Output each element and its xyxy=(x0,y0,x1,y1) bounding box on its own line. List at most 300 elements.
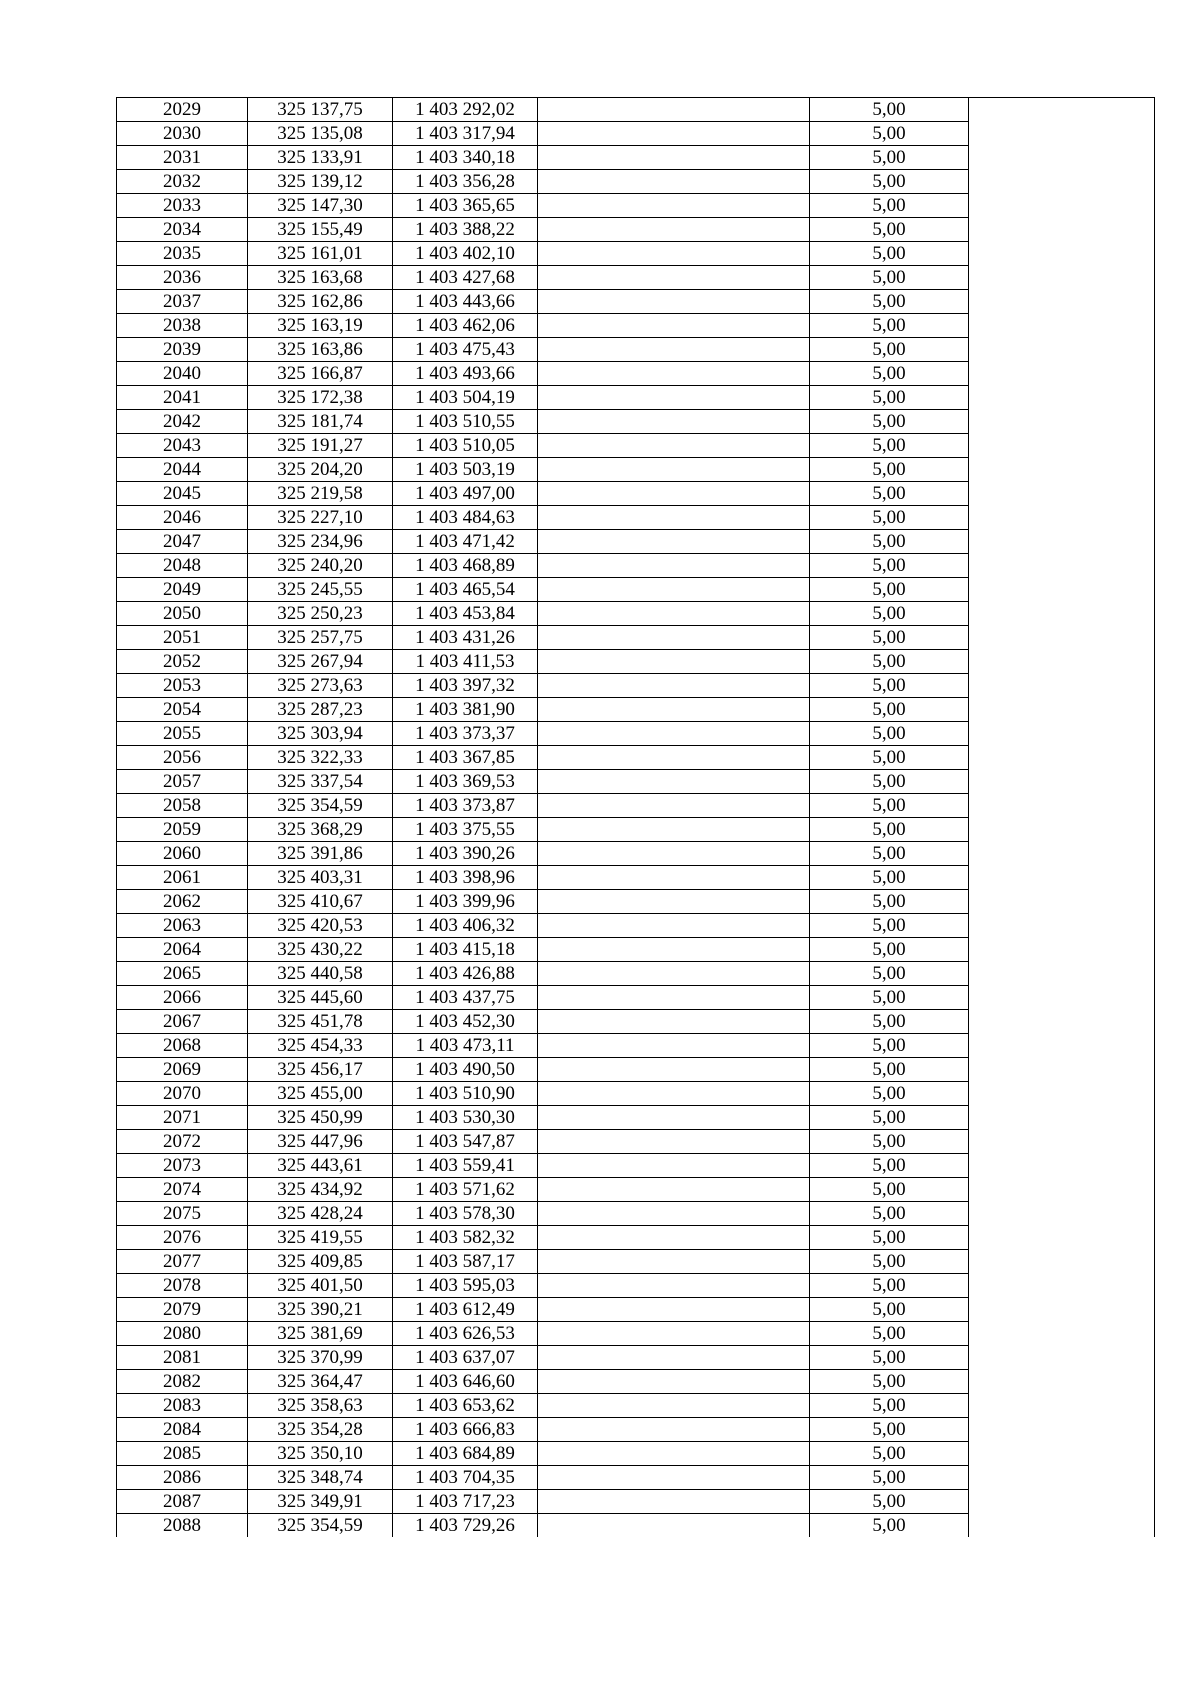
point-number-cell: 2085 xyxy=(117,1442,248,1466)
y-coordinate-cell: 1 403 626,53 xyxy=(393,1322,538,1346)
accuracy-cell: 5,00 xyxy=(810,410,969,434)
table-row xyxy=(117,530,1155,554)
x-coordinate-cell: 325 163,19 xyxy=(248,314,393,338)
description-cell xyxy=(538,746,810,770)
y-coordinate-cell: 1 403 431,26 xyxy=(393,626,538,650)
table-row xyxy=(117,362,1155,386)
point-number-cell: 2073 xyxy=(117,1154,248,1178)
point-number-cell: 2032 xyxy=(117,170,248,194)
accuracy-cell: 5,00 xyxy=(810,458,969,482)
x-coordinate-cell: 325 219,58 xyxy=(248,482,393,506)
point-number-cell: 2087 xyxy=(117,1490,248,1514)
point-number-cell: 2076 xyxy=(117,1226,248,1250)
table-row xyxy=(117,242,1155,266)
note-cell xyxy=(969,770,1155,794)
x-coordinate-cell: 325 161,01 xyxy=(248,242,393,266)
note-cell xyxy=(969,1490,1155,1514)
accuracy-cell: 5,00 xyxy=(810,1490,969,1514)
description-cell xyxy=(538,1298,810,1322)
accuracy-cell: 5,00 xyxy=(810,770,969,794)
description-cell xyxy=(538,1346,810,1370)
x-coordinate-cell: 325 163,86 xyxy=(248,338,393,362)
description-cell xyxy=(538,122,810,146)
point-number-cell: 2059 xyxy=(117,818,248,842)
note-cell xyxy=(969,602,1155,626)
y-coordinate-cell: 1 403 388,22 xyxy=(393,218,538,242)
y-coordinate-cell: 1 403 415,18 xyxy=(393,938,538,962)
table-row xyxy=(117,458,1155,482)
table-row xyxy=(117,146,1155,170)
table-row xyxy=(117,1178,1155,1202)
description-cell xyxy=(538,698,810,722)
y-coordinate-cell: 1 403 510,05 xyxy=(393,434,538,458)
point-number-cell: 2034 xyxy=(117,218,248,242)
point-number-cell: 2075 xyxy=(117,1202,248,1226)
y-coordinate-cell: 1 403 504,19 xyxy=(393,386,538,410)
accuracy-cell: 5,00 xyxy=(810,98,969,122)
table-row xyxy=(117,1466,1155,1490)
description-cell xyxy=(538,1034,810,1058)
note-cell xyxy=(969,938,1155,962)
table-row xyxy=(117,1442,1155,1466)
table-row xyxy=(117,122,1155,146)
accuracy-cell: 5,00 xyxy=(810,818,969,842)
x-coordinate-cell: 325 450,99 xyxy=(248,1106,393,1130)
point-number-cell: 2083 xyxy=(117,1394,248,1418)
description-cell xyxy=(538,1322,810,1346)
point-number-cell: 2061 xyxy=(117,866,248,890)
table-row xyxy=(117,1130,1155,1154)
table-row xyxy=(117,314,1155,338)
note-cell xyxy=(969,1250,1155,1274)
accuracy-cell: 5,00 xyxy=(810,1010,969,1034)
accuracy-cell: 5,00 xyxy=(810,1298,969,1322)
table-row xyxy=(117,1394,1155,1418)
y-coordinate-cell: 1 403 369,53 xyxy=(393,770,538,794)
y-coordinate-cell: 1 403 402,10 xyxy=(393,242,538,266)
table-row xyxy=(117,170,1155,194)
x-coordinate-cell: 325 250,23 xyxy=(248,602,393,626)
point-number-cell: 2052 xyxy=(117,650,248,674)
x-coordinate-cell: 325 133,91 xyxy=(248,146,393,170)
table-row xyxy=(117,866,1155,890)
description-cell xyxy=(538,1154,810,1178)
table-row xyxy=(117,410,1155,434)
x-coordinate-cell: 325 162,86 xyxy=(248,290,393,314)
description-cell xyxy=(538,1274,810,1298)
y-coordinate-cell: 1 403 473,11 xyxy=(393,1034,538,1058)
accuracy-cell: 5,00 xyxy=(810,698,969,722)
description-cell xyxy=(538,986,810,1010)
table-row xyxy=(117,1058,1155,1082)
table-row xyxy=(117,1010,1155,1034)
y-coordinate-cell: 1 403 490,50 xyxy=(393,1058,538,1082)
y-coordinate-cell: 1 403 578,30 xyxy=(393,1202,538,1226)
y-coordinate-cell: 1 403 468,89 xyxy=(393,554,538,578)
accuracy-cell: 5,00 xyxy=(810,218,969,242)
x-coordinate-cell: 325 234,96 xyxy=(248,530,393,554)
note-cell xyxy=(969,578,1155,602)
accuracy-cell: 5,00 xyxy=(810,242,969,266)
point-number-cell: 2079 xyxy=(117,1298,248,1322)
y-coordinate-cell: 1 403 704,35 xyxy=(393,1466,538,1490)
description-cell xyxy=(538,1202,810,1226)
y-coordinate-cell: 1 403 595,03 xyxy=(393,1274,538,1298)
description-cell xyxy=(538,1058,810,1082)
x-coordinate-cell: 325 401,50 xyxy=(248,1274,393,1298)
x-coordinate-cell: 325 204,20 xyxy=(248,458,393,482)
description-cell xyxy=(538,818,810,842)
table-row xyxy=(117,506,1155,530)
point-number-cell: 2036 xyxy=(117,266,248,290)
point-number-cell: 2084 xyxy=(117,1418,248,1442)
accuracy-cell: 5,00 xyxy=(810,938,969,962)
accuracy-cell: 5,00 xyxy=(810,722,969,746)
description-cell xyxy=(538,290,810,314)
x-coordinate-cell: 325 337,54 xyxy=(248,770,393,794)
y-coordinate-cell: 1 403 397,32 xyxy=(393,674,538,698)
y-coordinate-cell: 1 403 411,53 xyxy=(393,650,538,674)
table-row xyxy=(117,938,1155,962)
note-cell xyxy=(969,1466,1155,1490)
table-row xyxy=(117,746,1155,770)
accuracy-cell: 5,00 xyxy=(810,1226,969,1250)
accuracy-cell: 5,00 xyxy=(810,338,969,362)
description-cell xyxy=(538,1442,810,1466)
x-coordinate-cell: 325 445,60 xyxy=(248,986,393,1010)
y-coordinate-cell: 1 403 399,96 xyxy=(393,890,538,914)
x-coordinate-cell: 325 354,59 xyxy=(248,794,393,818)
accuracy-cell: 5,00 xyxy=(810,266,969,290)
x-coordinate-cell: 325 447,96 xyxy=(248,1130,393,1154)
accuracy-cell: 5,00 xyxy=(810,1514,969,1538)
y-coordinate-cell: 1 403 427,68 xyxy=(393,266,538,290)
x-coordinate-cell: 325 191,27 xyxy=(248,434,393,458)
table-row xyxy=(117,1082,1155,1106)
description-cell xyxy=(538,794,810,818)
description-cell xyxy=(538,1466,810,1490)
note-cell xyxy=(969,1178,1155,1202)
note-cell xyxy=(969,146,1155,170)
y-coordinate-cell: 1 403 317,94 xyxy=(393,122,538,146)
description-cell xyxy=(538,650,810,674)
point-number-cell: 2054 xyxy=(117,698,248,722)
x-coordinate-cell: 325 273,63 xyxy=(248,674,393,698)
point-number-cell: 2072 xyxy=(117,1130,248,1154)
point-number-cell: 2035 xyxy=(117,242,248,266)
accuracy-cell: 5,00 xyxy=(810,1082,969,1106)
description-cell xyxy=(538,770,810,794)
description-cell xyxy=(538,314,810,338)
x-coordinate-cell: 325 135,08 xyxy=(248,122,393,146)
point-number-cell: 2039 xyxy=(117,338,248,362)
x-coordinate-cell: 325 390,21 xyxy=(248,1298,393,1322)
x-coordinate-cell: 325 155,49 xyxy=(248,218,393,242)
x-coordinate-cell: 325 267,94 xyxy=(248,650,393,674)
note-cell xyxy=(969,650,1155,674)
note-cell xyxy=(969,1130,1155,1154)
accuracy-cell: 5,00 xyxy=(810,962,969,986)
point-number-cell: 2081 xyxy=(117,1346,248,1370)
accuracy-cell: 5,00 xyxy=(810,314,969,338)
note-cell xyxy=(969,530,1155,554)
description-cell xyxy=(538,530,810,554)
table-row xyxy=(117,554,1155,578)
x-coordinate-cell: 325 147,30 xyxy=(248,194,393,218)
description-cell xyxy=(538,1106,810,1130)
note-cell xyxy=(969,1226,1155,1250)
description-cell xyxy=(538,1418,810,1442)
table-row xyxy=(117,1274,1155,1298)
note-cell xyxy=(969,914,1155,938)
x-coordinate-cell: 325 381,69 xyxy=(248,1322,393,1346)
note-cell xyxy=(969,1082,1155,1106)
accuracy-cell: 5,00 xyxy=(810,842,969,866)
accuracy-cell: 5,00 xyxy=(810,554,969,578)
point-number-cell: 2082 xyxy=(117,1370,248,1394)
accuracy-cell: 5,00 xyxy=(810,1202,969,1226)
description-cell xyxy=(538,1370,810,1394)
x-coordinate-cell: 325 410,67 xyxy=(248,890,393,914)
x-coordinate-cell: 325 257,75 xyxy=(248,626,393,650)
y-coordinate-cell: 1 403 443,66 xyxy=(393,290,538,314)
description-cell xyxy=(538,890,810,914)
accuracy-cell: 5,00 xyxy=(810,362,969,386)
y-coordinate-cell: 1 403 503,19 xyxy=(393,458,538,482)
point-number-cell: 2056 xyxy=(117,746,248,770)
description-cell xyxy=(538,602,810,626)
table-row xyxy=(117,482,1155,506)
y-coordinate-cell: 1 403 497,00 xyxy=(393,482,538,506)
x-coordinate-cell: 325 368,29 xyxy=(248,818,393,842)
accuracy-cell: 5,00 xyxy=(810,122,969,146)
x-coordinate-cell: 325 391,86 xyxy=(248,842,393,866)
point-number-cell: 2080 xyxy=(117,1322,248,1346)
accuracy-cell: 5,00 xyxy=(810,626,969,650)
x-coordinate-cell: 325 455,00 xyxy=(248,1082,393,1106)
x-coordinate-cell: 325 354,59 xyxy=(248,1514,393,1538)
table-row xyxy=(117,1250,1155,1274)
description-cell xyxy=(538,1514,810,1538)
description-cell xyxy=(538,554,810,578)
description-cell xyxy=(538,866,810,890)
description-cell xyxy=(538,938,810,962)
y-coordinate-cell: 1 403 465,54 xyxy=(393,578,538,602)
accuracy-cell: 5,00 xyxy=(810,914,969,938)
table-row xyxy=(117,338,1155,362)
y-coordinate-cell: 1 403 559,41 xyxy=(393,1154,538,1178)
y-coordinate-cell: 1 403 510,55 xyxy=(393,410,538,434)
note-cell xyxy=(969,242,1155,266)
note-cell xyxy=(969,386,1155,410)
x-coordinate-cell: 325 403,31 xyxy=(248,866,393,890)
table-row xyxy=(117,914,1155,938)
x-coordinate-cell: 325 456,17 xyxy=(248,1058,393,1082)
note-cell xyxy=(969,1346,1155,1370)
accuracy-cell: 5,00 xyxy=(810,674,969,698)
table-row xyxy=(117,794,1155,818)
x-coordinate-cell: 325 181,74 xyxy=(248,410,393,434)
point-number-cell: 2046 xyxy=(117,506,248,530)
y-coordinate-cell: 1 403 653,62 xyxy=(393,1394,538,1418)
accuracy-cell: 5,00 xyxy=(810,146,969,170)
description-cell xyxy=(538,98,810,122)
y-coordinate-cell: 1 403 367,85 xyxy=(393,746,538,770)
note-cell xyxy=(969,866,1155,890)
table-row xyxy=(117,1418,1155,1442)
accuracy-cell: 5,00 xyxy=(810,386,969,410)
y-coordinate-cell: 1 403 398,96 xyxy=(393,866,538,890)
point-number-cell: 2043 xyxy=(117,434,248,458)
accuracy-cell: 5,00 xyxy=(810,1058,969,1082)
point-number-cell: 2030 xyxy=(117,122,248,146)
x-coordinate-cell: 325 354,28 xyxy=(248,1418,393,1442)
table-row xyxy=(117,1490,1155,1514)
accuracy-cell: 5,00 xyxy=(810,1034,969,1058)
description-cell xyxy=(538,1130,810,1154)
note-cell xyxy=(969,1274,1155,1298)
description-cell xyxy=(538,1250,810,1274)
note-cell xyxy=(969,674,1155,698)
y-coordinate-cell: 1 403 340,18 xyxy=(393,146,538,170)
y-coordinate-cell: 1 403 373,87 xyxy=(393,794,538,818)
x-coordinate-cell: 325 227,10 xyxy=(248,506,393,530)
table-row xyxy=(117,1034,1155,1058)
accuracy-cell: 5,00 xyxy=(810,1370,969,1394)
point-number-cell: 2040 xyxy=(117,362,248,386)
note-cell xyxy=(969,362,1155,386)
point-number-cell: 2066 xyxy=(117,986,248,1010)
point-number-cell: 2065 xyxy=(117,962,248,986)
table-row xyxy=(117,578,1155,602)
point-number-cell: 2086 xyxy=(117,1466,248,1490)
point-number-cell: 2070 xyxy=(117,1082,248,1106)
accuracy-cell: 5,00 xyxy=(810,1394,969,1418)
accuracy-cell: 5,00 xyxy=(810,1418,969,1442)
point-number-cell: 2077 xyxy=(117,1250,248,1274)
x-coordinate-cell: 325 364,47 xyxy=(248,1370,393,1394)
accuracy-cell: 5,00 xyxy=(810,530,969,554)
table-row xyxy=(117,1298,1155,1322)
description-cell xyxy=(538,1010,810,1034)
table-row xyxy=(117,1514,1155,1538)
point-number-cell: 2088 xyxy=(117,1514,248,1538)
y-coordinate-cell: 1 403 571,62 xyxy=(393,1178,538,1202)
y-coordinate-cell: 1 403 453,84 xyxy=(393,602,538,626)
note-cell xyxy=(969,1370,1155,1394)
note-cell xyxy=(969,218,1155,242)
y-coordinate-cell: 1 403 356,28 xyxy=(393,170,538,194)
note-cell xyxy=(969,194,1155,218)
table-row xyxy=(117,1322,1155,1346)
note-cell xyxy=(969,1514,1155,1538)
table-row xyxy=(117,986,1155,1010)
description-cell xyxy=(538,410,810,434)
x-coordinate-cell: 325 434,92 xyxy=(248,1178,393,1202)
accuracy-cell: 5,00 xyxy=(810,1250,969,1274)
note-cell xyxy=(969,338,1155,362)
note-cell xyxy=(969,434,1155,458)
accuracy-cell: 5,00 xyxy=(810,1106,969,1130)
accuracy-cell: 5,00 xyxy=(810,1346,969,1370)
accuracy-cell: 5,00 xyxy=(810,1466,969,1490)
y-coordinate-cell: 1 403 373,37 xyxy=(393,722,538,746)
point-number-cell: 2050 xyxy=(117,602,248,626)
table-row xyxy=(117,1346,1155,1370)
description-cell xyxy=(538,506,810,530)
note-cell xyxy=(969,1418,1155,1442)
note-cell xyxy=(969,482,1155,506)
point-number-cell: 2062 xyxy=(117,890,248,914)
y-coordinate-cell: 1 403 530,30 xyxy=(393,1106,538,1130)
accuracy-cell: 5,00 xyxy=(810,746,969,770)
table-row xyxy=(117,194,1155,218)
x-coordinate-cell: 325 419,55 xyxy=(248,1226,393,1250)
point-number-cell: 2074 xyxy=(117,1178,248,1202)
y-coordinate-cell: 1 403 406,32 xyxy=(393,914,538,938)
description-cell xyxy=(538,722,810,746)
y-coordinate-cell: 1 403 452,30 xyxy=(393,1010,538,1034)
description-cell xyxy=(538,626,810,650)
accuracy-cell: 5,00 xyxy=(810,650,969,674)
note-cell xyxy=(969,290,1155,314)
description-cell xyxy=(538,338,810,362)
accuracy-cell: 5,00 xyxy=(810,194,969,218)
note-cell xyxy=(969,722,1155,746)
point-number-cell: 2057 xyxy=(117,770,248,794)
point-number-cell: 2058 xyxy=(117,794,248,818)
y-coordinate-cell: 1 403 684,89 xyxy=(393,1442,538,1466)
table-row xyxy=(117,674,1155,698)
note-cell xyxy=(969,962,1155,986)
accuracy-cell: 5,00 xyxy=(810,1442,969,1466)
description-cell xyxy=(538,434,810,458)
y-coordinate-cell: 1 403 666,83 xyxy=(393,1418,538,1442)
note-cell xyxy=(969,98,1155,122)
y-coordinate-cell: 1 403 717,23 xyxy=(393,1490,538,1514)
description-cell xyxy=(538,1178,810,1202)
x-coordinate-cell: 325 443,61 xyxy=(248,1154,393,1178)
accuracy-cell: 5,00 xyxy=(810,434,969,458)
point-number-cell: 2055 xyxy=(117,722,248,746)
point-number-cell: 2038 xyxy=(117,314,248,338)
table-row xyxy=(117,1202,1155,1226)
point-number-cell: 2047 xyxy=(117,530,248,554)
description-cell xyxy=(538,242,810,266)
table-row xyxy=(117,290,1155,314)
description-cell xyxy=(538,194,810,218)
x-coordinate-cell: 325 350,10 xyxy=(248,1442,393,1466)
note-cell xyxy=(969,170,1155,194)
point-number-cell: 2044 xyxy=(117,458,248,482)
y-coordinate-cell: 1 403 646,60 xyxy=(393,1370,538,1394)
table-row xyxy=(117,98,1155,122)
table-row xyxy=(117,602,1155,626)
accuracy-cell: 5,00 xyxy=(810,482,969,506)
point-number-cell: 2068 xyxy=(117,1034,248,1058)
y-coordinate-cell: 1 403 475,43 xyxy=(393,338,538,362)
note-cell xyxy=(969,818,1155,842)
description-cell xyxy=(538,266,810,290)
accuracy-cell: 5,00 xyxy=(810,506,969,530)
x-coordinate-cell: 325 349,91 xyxy=(248,1490,393,1514)
y-coordinate-cell: 1 403 484,63 xyxy=(393,506,538,530)
x-coordinate-cell: 325 358,63 xyxy=(248,1394,393,1418)
accuracy-cell: 5,00 xyxy=(810,290,969,314)
description-cell xyxy=(538,458,810,482)
point-number-cell: 2029 xyxy=(117,98,248,122)
y-coordinate-cell: 1 403 547,87 xyxy=(393,1130,538,1154)
